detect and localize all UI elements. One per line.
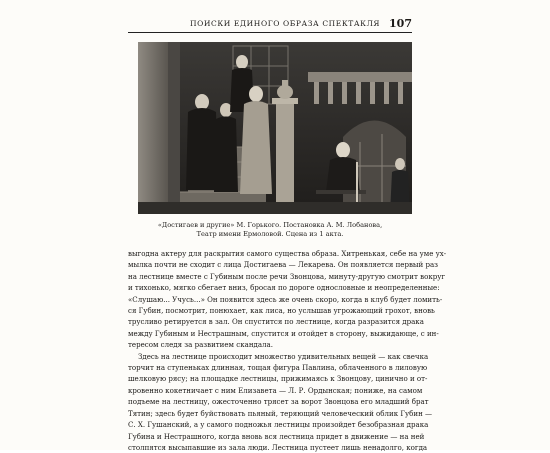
figure-caption: [128, 221, 412, 239]
caption-line: Театр имени Ермоловой. Сцена из 1 акта.: [196, 230, 344, 238]
text-line: Тятин; здесь будет буйствовать пьяный, теряющий человеческий облик Губин —: [128, 408, 433, 418]
text-line: на лестнице вместе с Губиным после речи Звонцова, минуту-другую смотрит вокруг: [128, 271, 446, 281]
text-line: между Губиным и Нестрашным, спустится и отойдет в сторону, выжидающе, с ин-: [128, 328, 439, 338]
text-line: торчит на ступеньках длинная, тощая фигура Павлина, облаченного в лиловую: [128, 363, 428, 373]
text-line: С. Х. Гушанский, а у самого подножья лестницы произойдет безобразная драка: [128, 420, 429, 430]
text-line: Здесь на лестнице происходит множество удивительных вещей — как свечка: [138, 351, 429, 361]
text-line: выгодна актеру для раскрытия самого существа образа. Хитренькая, себе на уме ух-: [128, 249, 447, 258]
page-header: [128, 17, 412, 33]
text-line: тересом следя за развитием скандала.: [128, 340, 273, 350]
caption-line: «Достигаев и другие» М. Горького. Постановка А. М. Лобанова,: [157, 221, 383, 229]
text-line: мылка почти не сходит с лица Достигаева — Лекарева. Он появляется первый раз: [128, 260, 439, 270]
stage-scene-image: [138, 42, 412, 214]
body-text: [128, 248, 447, 453]
text-line: ся Губин, посмотрит, понюхает, как лиса, но услышав угрожающий грохот, вновь: [128, 306, 435, 316]
text-line: кровенно кокетничает с ним Елизавета — Л. Р. Ордынская; пониже, на самом: [128, 385, 423, 395]
text-line: Губина и Нестрашного, когда вновь вся лестница придет в движение — на ней: [128, 431, 425, 441]
text-line: подъеме на лестницу, ожесточенно трясет за ворот Звонцова его младший брат: [128, 397, 429, 407]
stage-photo: [138, 42, 412, 214]
page-number: 107: [389, 17, 412, 30]
text-line: шелковую рясу; на площадке лестницы, прижимаясь к Звонцову, цинично и от-: [128, 374, 428, 384]
text-line: столпятся высыпавшие из зала люди. Лестница пустеет лишь ненадолго, когда: [128, 442, 428, 452]
text-line: и тихонько, мягко сбегает вниз, бросая по дороге однословные и неопределенные:: [128, 283, 440, 293]
text-line: трусливо ретируется в зал. Он спустится по лестнице, когда разразится драка: [128, 317, 424, 327]
header-rule: [128, 32, 412, 33]
text-line: «Слушаю... Учусь...» Он появится здесь же очень скоро, когда в клуб будет ломить-: [128, 294, 443, 304]
running-title: ПОИСКИ ЕДИНОГО ОБРАЗА СПЕКТАКЛЯ: [190, 19, 381, 28]
